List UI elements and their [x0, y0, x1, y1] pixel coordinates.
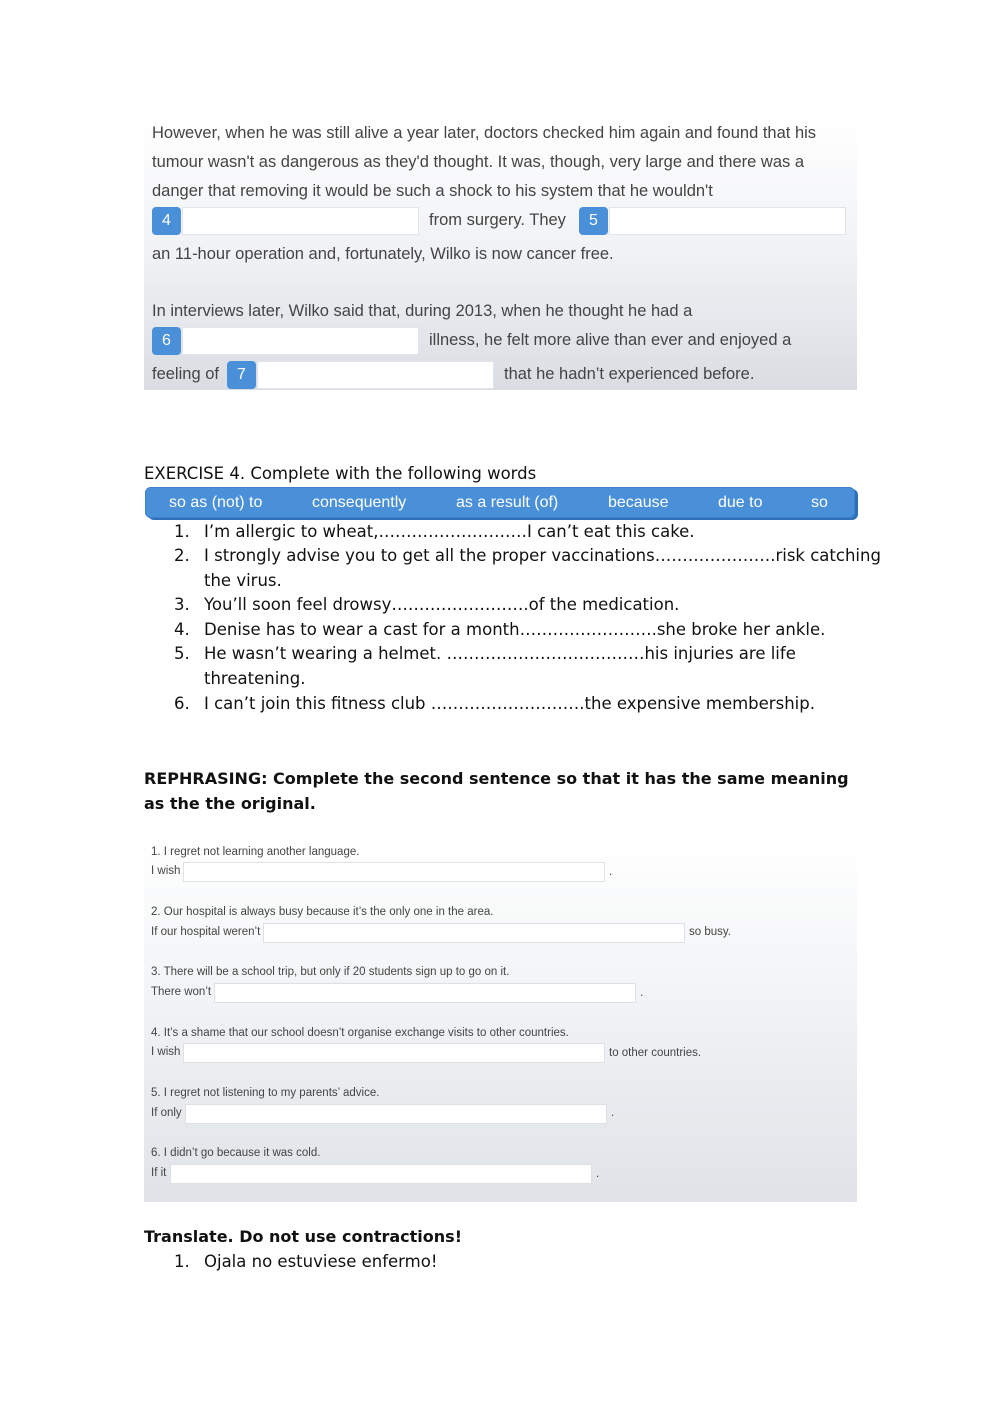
list-item-text: I strongly advise you to get all the proper vaccinations………………….risk catching: [204, 546, 881, 565]
word-so[interactable]: so: [811, 494, 828, 511]
rephrase-prefix-1: I wish: [151, 865, 181, 877]
rephrase-prefix-2: If our hospital weren’t: [151, 926, 261, 938]
rephrase-prefix-5: If only: [151, 1107, 182, 1119]
rephrase-suffix-6: .: [596, 1168, 600, 1180]
passage-text-after-gap-7: that he hadn’t experienced before.: [504, 365, 755, 383]
rephrase-question-3: 3. There will be a school trip, but only if 20 students sign up to go on it.: [151, 966, 510, 978]
list-item-number: 3.: [174, 595, 190, 614]
passage-line-3: danger that removing it would be such a shock to his system that he wouldn't: [152, 182, 713, 200]
passage-line-6: In interviews later, Wilko said that, during 2013, when he thought he had a: [152, 302, 693, 320]
passage-text-after-gap-6: illness, he felt more alive than ever and enjoyed a: [429, 331, 792, 349]
gap-input-6[interactable]: [182, 327, 419, 355]
list-item-number: 2.: [174, 546, 190, 565]
rephrase-question-5: 5. I regret not listening to my parents’ advice.: [151, 1087, 380, 1099]
translate-list: [174, 1252, 864, 1282]
rephrasing-title: REPHRASING: Complete the second sentence so that it has the same meaning as the the original.: [144, 769, 849, 813]
exercise-4-title: EXERCISE 4. Complete with the following words: [144, 464, 537, 483]
list-item-number: 1.: [174, 522, 190, 541]
rephrase-input-5[interactable]: [185, 1104, 607, 1124]
word-as-a-result-of[interactable]: as a result (of): [456, 494, 559, 511]
word-so-as-not-to[interactable]: so as (not) to: [169, 494, 263, 511]
reading-passage: [144, 118, 857, 390]
list-item-text: I’m allergic to wheat,………………………I can’t eat this cake.: [204, 522, 695, 541]
rephrase-question-2: 2. Our hospital is always busy because it’s the only one in the area.: [151, 906, 494, 918]
rephrasing-panel: [144, 838, 857, 1202]
gap-input-4[interactable]: [182, 207, 419, 235]
rephrase-input-3[interactable]: [214, 983, 636, 1003]
rephrase-input-1[interactable]: [183, 862, 605, 882]
list-item-text: You’ll soon feel drowsy…………………….of the medication.: [204, 595, 680, 614]
list-item-text: I can’t join this fitness club ……………………….the expensive membership.: [204, 694, 815, 713]
passage-line-2: tumour wasn't as dangerous as they'd thought. It was, though, very large and there was a: [152, 153, 805, 171]
translate-title: Translate. Do not use contractions!: [144, 1227, 462, 1246]
rephrase-prefix-4: I wish: [151, 1046, 181, 1058]
rephrase-input-6[interactable]: [170, 1164, 592, 1184]
rephrase-question-1: 1. I regret not learning another language.: [151, 846, 360, 858]
passage-text-after-gap-4: from surgery. They: [429, 211, 566, 229]
rephrase-input-4[interactable]: [183, 1043, 605, 1063]
word-consequently[interactable]: consequently: [312, 494, 407, 511]
passage-line-5: an 11-hour operation and, fortunately, Wilko is now cancer free.: [152, 245, 614, 263]
list-item-number: 6.: [174, 694, 190, 713]
list-item-text: the virus.: [204, 571, 282, 590]
rephrase-suffix-1: .: [609, 866, 613, 878]
list-item-number: 4.: [174, 620, 190, 639]
exercise-4-list: [174, 522, 881, 722]
gap-number-6: 6: [152, 327, 181, 355]
rephrase-suffix-3: .: [640, 987, 644, 999]
gap-input-7[interactable]: [257, 361, 494, 389]
gap-number-4: 4: [152, 207, 181, 235]
gap-input-5[interactable]: [609, 207, 846, 235]
list-item-text: Denise has to wear a cast for a month…………………….she broke her ankle.: [204, 620, 826, 639]
word-because[interactable]: because: [608, 494, 669, 511]
rephrase-suffix-4: to other countries.: [609, 1047, 702, 1059]
rephrase-suffix-5: .: [611, 1107, 615, 1119]
rephrase-question-4: 4. It’s a shame that our school doesn’t organise exchange visits to other countries.: [151, 1027, 569, 1039]
word-due-to[interactable]: due to: [718, 494, 763, 511]
passage-text-before-gap-7: feeling of: [152, 365, 219, 383]
rephrase-prefix-6: If it: [151, 1167, 167, 1179]
passage-line-1: However, when he was still alive a year later, doctors checked him again and found that his: [152, 124, 817, 142]
list-item-text: He wasn’t wearing a helmet. ………………………………his injuries are life: [204, 644, 796, 663]
word-bank: [145, 487, 855, 518]
list-item-number: 1.: [174, 1252, 190, 1271]
list-item-text: Ojala no estuviese enfermo!: [204, 1252, 438, 1271]
rephrase-question-6: 6. I didn’t go because it was cold.: [151, 1147, 321, 1159]
list-item-number: 5.: [174, 644, 190, 663]
gap-number-7: 7: [227, 361, 256, 389]
rephrase-prefix-3: There won’t: [151, 986, 212, 998]
rephrase-input-2[interactable]: [263, 923, 685, 943]
rephrase-suffix-2: so busy.: [689, 926, 731, 938]
gap-number-5: 5: [579, 207, 608, 235]
list-item-text: threatening.: [204, 669, 306, 688]
